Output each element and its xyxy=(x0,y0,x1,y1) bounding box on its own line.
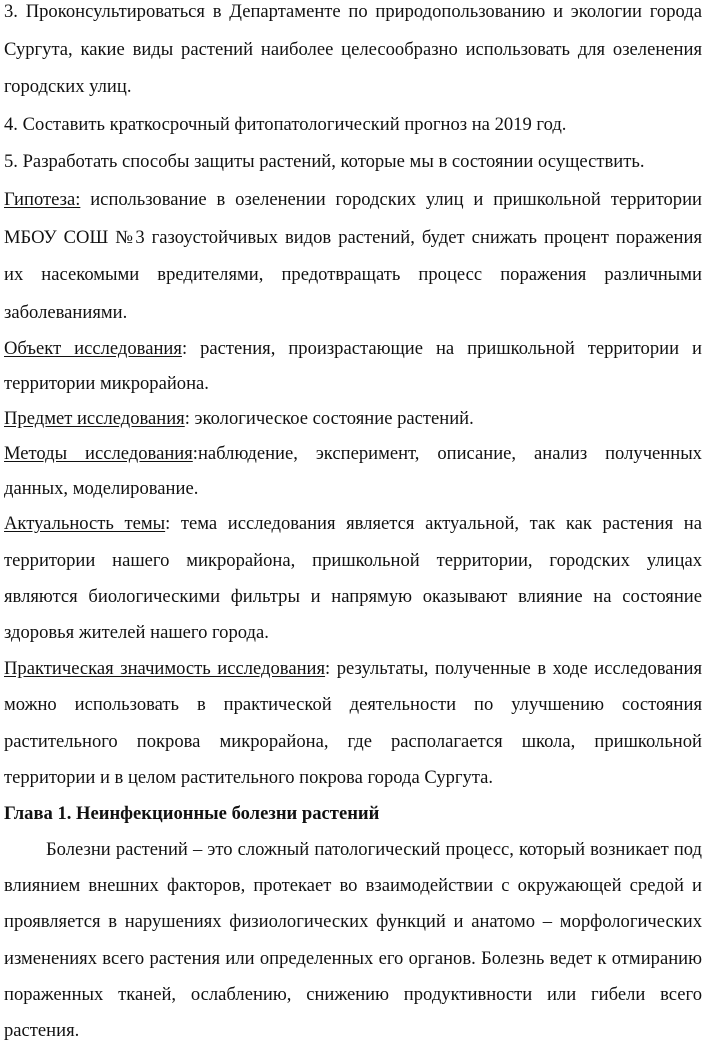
methods-text: :наблюдение, эксперимент, описание, анализ полученных данных, моделирование. xyxy=(4,443,702,500)
subject-paragraph xyxy=(4,401,702,436)
relevance-text: : тема исследования является актуальной, так как растения на территории нашего микрорайона, пришкольной территории, городских улицах являются биологическими фильтры и напрямую оказывают влияние на состояние здоровья жителей нашего города. xyxy=(4,513,702,643)
relevance-label: Актуальность темы xyxy=(4,513,166,535)
chapter-paragraph: Болезни растений – это сложный патологический процесс, который возникает под влиянием внешних факторов, протекает во взаимодействии с окружающей средой и проявляется в нарушениях физиологических функций и анатомо – морфологических изменениях всего растения или определенных его органов. Болезнь ведет к отмиранию пораженных тканей, ослаблению, снижению продуктивности или гибели всего растения. xyxy=(4,838,702,1041)
methods-label: Методы исследования xyxy=(4,443,193,465)
subject-text: : экологическое состояние растений. xyxy=(184,408,474,430)
task-item-5: 5. Разработать способы защиты растений, которые мы в состоянии осуществить. xyxy=(4,151,645,173)
methods-paragraph xyxy=(4,436,702,506)
chapter-heading: Глава 1. Неинфекционные болезни растений xyxy=(4,802,380,824)
practical-paragraph xyxy=(4,651,702,796)
hypothesis-label: Гипотеза: xyxy=(4,188,81,210)
subject-label: Предмет исследования xyxy=(4,408,185,430)
practical-text: : результаты, полученные в ходе исследования можно использовать в практической деятельности по улучшению состояния растительного покрова микрорайона, где располагается школа, пришкольной территории и в целом растительного покрова города Сургута. xyxy=(4,658,702,788)
object-paragraph xyxy=(4,331,702,401)
task-item-4: 4. Составить краткосрочный фитопатологический прогноз на 2019 год. xyxy=(4,113,567,135)
relevance-paragraph xyxy=(4,506,702,651)
task-item-3: 3. Проконсультироваться в Департаменте по природопользованию и экологии города Сургута, какие виды растений наиболее целесообразно использовать для озеленения городских улиц. xyxy=(4,1,702,98)
object-label: Объект исследования xyxy=(4,338,182,360)
object-text: : растения, произрастающие на пришкольной территории и территории микрорайона. xyxy=(4,338,702,395)
practical-label: Практическая значимость исследования xyxy=(4,658,326,680)
hypothesis-text: использование в озеленении городских улиц и пришкольной территории МБОУ СОШ №3 газоустойчивых видов растений, будет снижать процент поражения их насекомыми вредителями, предотвращать процесс поражения различными заболеваниями. xyxy=(4,188,702,323)
hypothesis-paragraph xyxy=(4,181,702,331)
